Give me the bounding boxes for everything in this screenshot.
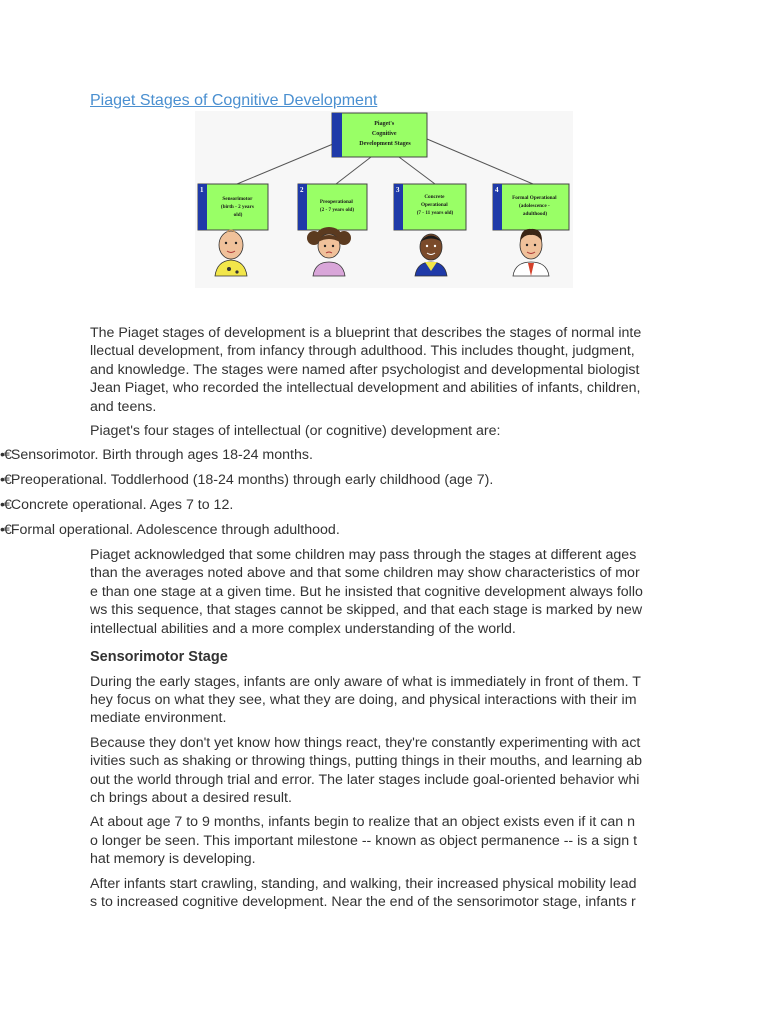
stage-line: (birth - 2 years <box>220 204 254 210</box>
page-title[interactable]: Piaget Stages of Cognitive Development <box>90 92 378 109</box>
stages-list <box>0 446 670 539</box>
text-line: At about age 7 to 9 months, infants begin to realize that an object exists even if it can n <box>90 814 635 831</box>
list-item <box>0 496 670 514</box>
stage-line: old) <box>233 212 243 218</box>
article-body <box>0 324 670 917</box>
diagram-root-line: Cognitive <box>371 131 397 137</box>
lead-paragraph: Piaget's four stages of intellectual (or cognitive) development are: <box>90 423 501 440</box>
section-paragraph <box>90 734 670 808</box>
list-item-text: Preoperational. Toddlerhood (18-24 months) through early childhood (age 7). <box>10 472 494 489</box>
diagram-stage-concrete <box>394 184 466 230</box>
text-line: intellectual abilities and a more complex understanding of the world. <box>90 620 516 637</box>
stage-line: (7 - 11 years old) <box>416 210 454 216</box>
list-item <box>0 471 670 489</box>
text-line: and teens. <box>90 398 157 415</box>
list-item <box>0 521 670 539</box>
section-heading: Sensorimotor Stage <box>90 649 228 666</box>
stage-line: Formal Operational <box>512 195 557 201</box>
text-line: hat memory is developing. <box>90 851 256 868</box>
stage-line: (adolescence - <box>519 203 550 209</box>
list-item-text: Concrete operational. Ages 7 to 12. <box>10 497 234 514</box>
text-line: After infants start crawling, standing, and walking, their increased physical mobility lead <box>90 875 637 892</box>
diagram-stage-preoperational <box>298 184 367 230</box>
diagram-stage-sensorimotor <box>198 184 268 230</box>
text-line: Piaget acknowledged that some children may pass through the stages at different ages <box>90 547 637 564</box>
diagram-stage-formal <box>493 184 569 230</box>
acknowledge-paragraph <box>90 546 670 638</box>
text-line: ch brings about a desired result. <box>90 789 292 806</box>
cognitive-stages-diagram <box>195 111 573 288</box>
bullet-mark: •€ <box>0 522 11 539</box>
text-line: out the world through trial and error. The later stages include goal-oriented behavior whi <box>90 771 640 788</box>
text-line: During the early stages, infants are only aware of what is immediately in front of them. T <box>90 673 641 690</box>
text-line: hey focus on what they see, what they are doing, and physical interactions with their im <box>90 691 637 708</box>
section-paragraph <box>90 813 670 868</box>
text-line: than the averages noted above and that some children may show characteristics of mor <box>90 565 640 582</box>
bullet-mark: •€ <box>0 472 11 489</box>
list-item <box>0 446 670 464</box>
stage-line: adulthood) <box>522 211 548 217</box>
text-line: mediate environment. <box>90 710 227 727</box>
intro-paragraph <box>90 324 670 416</box>
stage-line: Operational <box>420 202 448 208</box>
text-line: and knowledge. The stages were named after psychologist and developmental biologist <box>90 361 640 378</box>
list-item-text: Formal operational. Adolescence through adulthood. <box>10 522 340 539</box>
section-paragraph <box>90 875 670 912</box>
stage-number: 3 <box>396 186 400 194</box>
stage-number: 2 <box>300 186 304 194</box>
diagram-root-box <box>332 113 427 157</box>
section-paragraph <box>90 673 670 728</box>
stage-line: (2 - 7 years old) <box>319 207 355 213</box>
text-line: o longer be seen. This important milestone -- known as object permanence -- is a sign t <box>90 832 638 849</box>
text-line: Jean Piaget, who recorded the intellectual development and abilities of infants, children, <box>90 380 641 397</box>
bullet-mark: •€ <box>0 447 11 464</box>
stage-number: 4 <box>495 186 499 194</box>
text-line: llectual development, from infancy through adulthood. This includes thought, judgment, <box>90 343 635 360</box>
text-line: ws this sequence, that stages cannot be skipped, and that each stage is marked by new <box>90 602 643 619</box>
text-line: The Piaget stages of development is a blueprint that describes the stages of normal inte <box>90 325 642 341</box>
list-item-text: Sensorimotor. Birth through ages 18-24 months. <box>10 447 313 464</box>
text-line: Because they don't yet know how things react, they're constantly experimenting with act <box>90 734 641 751</box>
bullet-mark: •€ <box>0 497 11 514</box>
stage-line: Preoperational <box>319 199 353 205</box>
stage-number: 1 <box>200 186 204 194</box>
text-line: s to increased cognitive development. Near the end of the sensorimotor stage, infants r <box>90 893 636 910</box>
text-line: e than one stage at a given time. But he insisted that cognitive development always follo <box>90 583 643 600</box>
stage-line: Concrete <box>424 194 445 200</box>
stage-line: Sensorimotor <box>222 196 253 202</box>
diagram-root-line: Piaget's <box>374 121 395 127</box>
text-line: ivities such as shaking or throwing things, putting things in their mouths, and learning ab <box>90 753 643 770</box>
diagram-root-line: Development Stages <box>359 141 411 147</box>
